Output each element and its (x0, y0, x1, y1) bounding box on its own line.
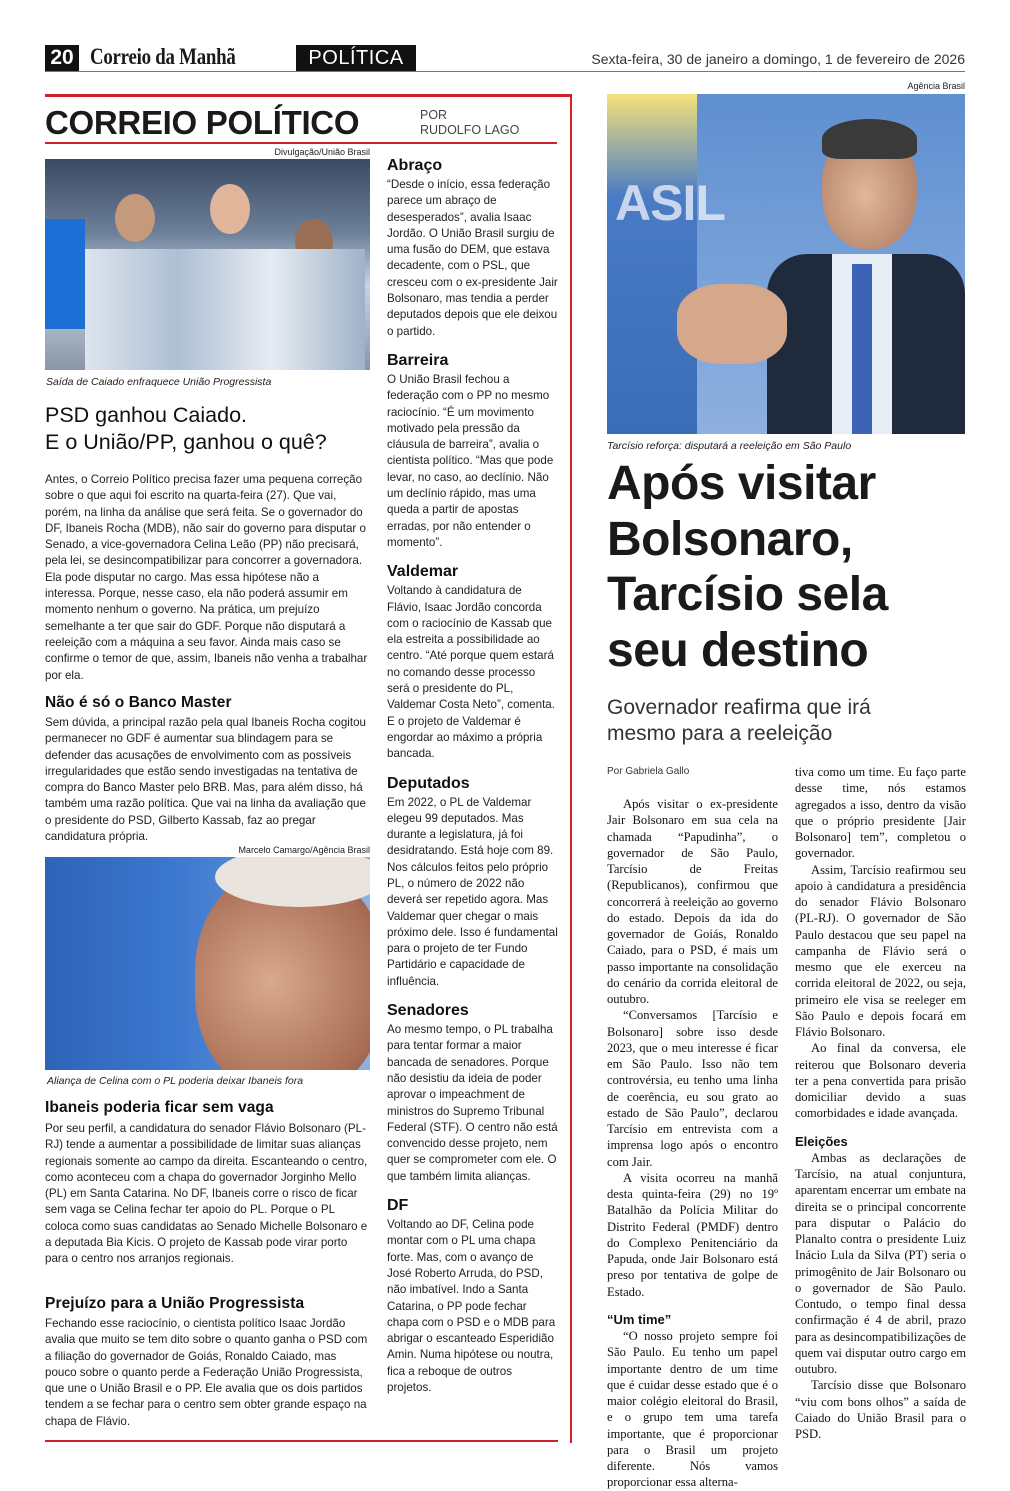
article-column-1 (607, 796, 778, 1491)
photo-credit: Marcelo Camargo/Agência Brasil (238, 845, 370, 855)
article-paragraph: “Conversamos [Tarcísio e Bolsonaro] sobre isso desde 2023, que o meu interesse é ficar em São Paulo. Isso não tem controvérsia, eu tenho uma linha de coerência, eu sou grato ao estado de São Paulo”, declarou Tarcísio em entrevista com a imprensa logo após o encontro com Jair. (607, 1008, 778, 1169)
note-body: Voltando ao DF, Celina pode montar com o PL uma chapa forte. Mas, com o avanço de José Roberto Arruda, do PSD, não imbatível. Indo a Santa Catarina, o PP pode fechar chapa com o PSD e o MDB para abrigar o escanteado Esperidião Amin. Numa hipótese ou noutra, fica a reboque de outros projetos. (387, 1218, 556, 1394)
photo-tie (852, 264, 872, 434)
column-headline (45, 402, 327, 456)
newspaper-masthead: Correio da Manhã (90, 44, 236, 69)
photo-caption: Saída de Caiado enfraquece União Progressista (46, 376, 272, 388)
photo-caption: Tarcísio reforça: disputará a reeleição em São Paulo (607, 440, 852, 452)
subheading: Não é só o Banco Master (45, 694, 232, 711)
column-title: CORREIO POLÍTICO (45, 104, 360, 141)
photo-hair (822, 119, 917, 159)
photo-tarcisio (607, 94, 965, 434)
photo-hand (677, 284, 787, 364)
note-heading: Deputados (387, 774, 470, 792)
article-byline: Por Gabriela Gallo (607, 766, 690, 777)
article-paragraph: Ao final da conversa, ele reiterou que Bolsonaro deveria ter a pena convertida para prisão domiciliar devido a suas comorbidades e idade avançada. (795, 1041, 966, 1121)
article-subheading: “Um time” (607, 1311, 672, 1327)
note-body: “Desde o início, essa federação parece um abraço de desesperados”, avalia Isaac Jordão. O União Brasil surgiu de uma fusão do DEM, que estava decadente, com o PSL, que cresceu com o ex-presidente Jair Bolsonaro, mas tendia a perder deputados depois que ele deixou o partido. (387, 178, 558, 338)
column-bottom-rule (45, 1440, 558, 1442)
section-label: POLÍTICA (296, 45, 416, 71)
article-column-2 (795, 764, 966, 1442)
issue-date: Sexta-feira, 30 de janeiro a domingo, 1 de fevereiro de 2026 (591, 51, 965, 67)
title-underline (45, 142, 557, 144)
note (387, 563, 559, 762)
note-heading: Senadores (387, 1002, 469, 1020)
note (387, 352, 559, 551)
page-number: 20 (45, 45, 79, 71)
column-top-rule (45, 94, 572, 97)
note-heading: DF (387, 1197, 409, 1215)
notes-column (387, 157, 559, 1408)
article-paragraph: “O nosso projeto sempre foi São Paulo. Eu tenho um papel importante dentro de um time que é cuidar desse estado que é o maior colégio eleitoral do Brasil, e o grupo tem uma tarefa importante, que é proporcionar para o Brasil um projeto diferente. Nós vamos proporcionar essa alterna- (607, 1329, 778, 1490)
article-paragraph: A visita ocorreu na manhã desta quinta-feira (29) no 19º Batalhão da Polícia Militar do Distrito Federal (PMDF) dentro do Complexo Penitenciário da Papuda, onde Jair Bolsonaro está preso por tentativa de golpe de Estado. (607, 1170, 778, 1299)
photo-face (210, 184, 250, 234)
byline-author: RUDOLFO LAGO (420, 123, 520, 137)
article-subheading: Eleições (795, 1133, 848, 1149)
note-body: Em 2022, o PL de Valdemar elegeu 99 deputados. Mas durante a legislatura, já foi desidratando. Está hoje com 89. Nos cálculos feitos pelo próprio PL, o número de 2022 não deverá ser repetido agora. Mas Valdemar quer chegar o mais próximo dele. Isso é fundamental para o projeto de ter Fundo Partidário e capacidade de influência. (387, 795, 558, 988)
note (387, 775, 559, 991)
note-body: O União Brasil fechou a federação com o PP no mesmo raciocínio. “É um movimento motivado pela pressão da cláusula de barreira”, avalia o cientista político. “Mas que pode levar, no caso, ao declínio. Não um declínio rápido, mas uma queda a partir de apostas erradas, por não entender o momento”. (387, 372, 554, 549)
photo-backdrop-lettering: ASIL (615, 175, 725, 231)
note-heading: Barreira (387, 351, 449, 369)
subheading: Prejuízo para a União Progressista (45, 1295, 305, 1312)
note (387, 1002, 559, 1185)
article-headline: Após visitar Bolsonaro, Tarcísio sela seu destino (607, 457, 888, 677)
section-body: Por seu perfil, a candidatura do senador Flávio Bolsonaro (PL-RJ) tende a aumentar a possibilidade de limitar suas alianças regionais somente ao campo da direita. Escanteando o centro, como aconteceu com a chapa do governador Jorginho Mello (PL) em Santa Catarina. No DF, Ibaneis corre o risco de ficar sem vaga se Celina fechar ter apoio do PL. Porque o PL coloca como suas candidatas ao Senado Michelle Bolsonaro e a deputada Bia Kicis. O projeto de Kassab pode virar porto para o centro nos arranjos regionais. (45, 1122, 368, 1266)
section-body: Sem dúvida, a principal razão pela qual Ibaneis Rocha cogitou permanecer no GDF é aumentar sua blindagem para se defender das acusações de envolvimento com as possíveis irregularidades que estão sendo investigadas na tentativa de compra do Banco Master pelo BRB. Mas, para além disso, há também uma razão política. Que vai na linha da avaliação que o presidente do PSD, Gilberto Kassab, faz ao pregar candidatura própria. (45, 716, 366, 844)
headline-line: E o União/PP, ganhou o quê? (45, 430, 327, 454)
column-intro: Antes, o Correio Político precisa fazer uma pequena correção sobre o que aqui foi escrito na quarta-feira (27). Que vai, porém, na linha da análise que será feita. Se o governador do DF, Ibaneis Rocha (MDB), não sair do governo para disputar o Senado, a vice-governadora Celina Leão (PP) não precisará, pela lei, se desincompatibilizar para concorrer a governadora. Ela pode disputar no cargo. Mas essa hipótese não a interessa. Porque, nesse caso, ela não poderá assumir em momento nenhum o governo. Na prática, um prejuízo semelhante a ter que sair do GDF. Porque não disputará a reeleição com a máquina a seu favor. Ainda mais caso se confirme o temor de que, assim, Ibaneis não venha a trabalhar por ela. (45, 473, 368, 682)
photo-credit: Agência Brasil (907, 81, 965, 91)
note (387, 157, 559, 340)
article-paragraph: Assim, Tarcísio reafirmou seu apoio à candidatura a presidência do senador Flávio Bolsonaro (PL-RJ). O governador de São Paulo destacou que seu papel na campanha de Flávio será o mesmo que ele exerceu na corrida eleitoral de 2022, ou seja, primeiro ele visa se reeleger em São Paulo e depois focará em Flávio Bolsonaro. (795, 862, 966, 1039)
article-paragraph: Após visitar o ex-presidente Jair Bolsonaro em sua cela na chamada “Papudinha”, o governador de São Paulo, Tarcísio de Freitas (Republicanos), confirmou que concorrerá à reeleição ao governo do estado. Depois da ida do governador de Goiás, Ronaldo Caiado, para o PSD, é mais um passo importante na consolidação do cenário da corrida eleitoral de outubro. (607, 797, 778, 1006)
photo-ibaneis (45, 857, 370, 1070)
note-heading: Abraço (387, 157, 443, 174)
section-body: Fechando esse raciocínio, o cientista político Isaac Jordão avalia que muito se tem dito sobre o quanto ganha o PSD com a filiação do governador de Goiás, Ronaldo Caiado, mas pouco sobre o quanto perde a Federação União Progressista, que une o União Brasil e o PP. Ele avalia que os dois partidos tendem a se fechar para o centro sem obter grande espaço na chapa de Flávio. (45, 1317, 368, 1428)
photo-credit: Divulgação/União Brasil (274, 147, 370, 157)
article-paragraph: Ambas as declarações de Tarcísio, na atual conjuntura, aparentam encerrar um embate na direita se o principal concorrente para disputar o Palácio do Planalto contra o presidente Luiz Inácio Lula da Silva (PT) seria o primogênito de Jair Bolsonaro ou o governador de São Paulo. Contudo, o tempo final dessa confirmação é 4 de abril, prazo para as desincompatibilizações de quem vai disputar outro cargo em outubro. (795, 1150, 966, 1376)
article-paragraph: Tarcísio disse que Bolsonaro “viu com bons olhos” a saída de Caiado do União Brasil para o PSD. (795, 1378, 966, 1441)
note-heading: Valdemar (387, 563, 459, 581)
column-side-rule (570, 94, 572, 1443)
photo-backdrop (607, 94, 697, 434)
note-body: Ao mesmo tempo, o PL trabalha para tentar formar a maior bancada de senadores. Porque não desistiu da ideia de poder aprovar o impeachment de ministros do Supremo Tribunal Federal (STF). O centro não está convencido desse projeto, nem quer se comprometer com ele. O que também limita alianças. (387, 1023, 558, 1183)
byline-por: POR (420, 108, 448, 122)
note-body: Voltando à candidatura de Flávio, Isaac Jordão concorda com o raciocínio de Kassab que ela estreita a possibilidade ao centro. “Até porque quem estará no comando desse processo será o presidente do PL, Valdemar Costa Neto”, comenta. E o projeto de Valdemar é engordar ao máximo a própria bancada. (387, 584, 555, 761)
photo-caiado-celebration (45, 159, 370, 370)
note (387, 1197, 559, 1396)
photo-caption: Aliança de Celina com o PL poderia deixar Ibaneis fora (47, 1075, 304, 1087)
column-byline (420, 108, 519, 138)
header-divider (45, 71, 965, 72)
photo-bodies (85, 249, 365, 370)
subheading: Ibaneis poderia ficar sem vaga (45, 1099, 274, 1116)
photo-bg-blue (45, 219, 85, 329)
photo-face (115, 194, 155, 242)
article-paragraph: tiva como um time. Eu faço parte desse time, nós estamos agregados a isso, dentro da visão que o próprio presidente [Jair Bolsonaro] tem”, completou o governador. (795, 765, 966, 861)
headline-line: PSD ganhou Caiado. (45, 403, 248, 427)
article-subtitle: Governador reafirma que irá mesmo para a reeleição (607, 696, 871, 745)
